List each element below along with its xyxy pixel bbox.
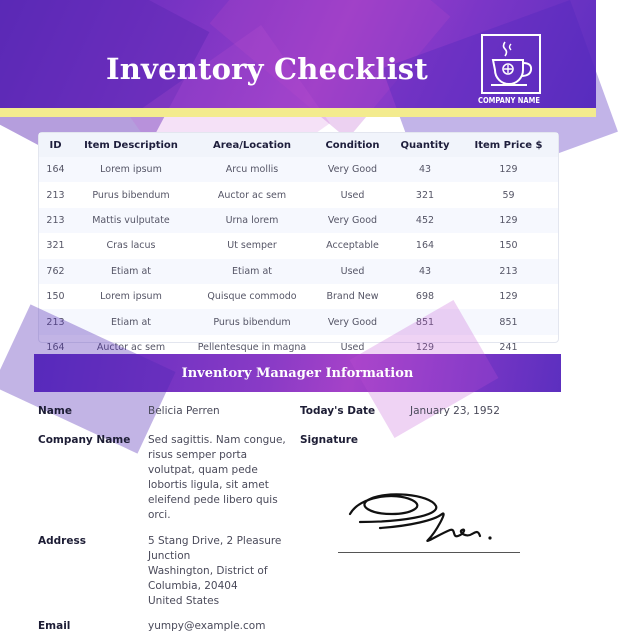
table-row [39, 182, 558, 207]
table-row [39, 233, 558, 258]
table-row [39, 284, 558, 309]
table-row [39, 157, 558, 182]
signature-line [338, 552, 520, 553]
cell-quantity: 43 [391, 259, 459, 284]
cell-area-location: Pellentesque in magna [197, 341, 307, 353]
signature-image [340, 484, 520, 554]
date-label: Today's Date [300, 405, 376, 417]
cell-condition: Used [340, 189, 365, 201]
page-title: Inventory Checklist [106, 52, 428, 86]
cell-area-location: Ut semper [227, 240, 277, 252]
cell-id: 762 [39, 259, 72, 284]
cell-id: 213 [39, 208, 72, 233]
company-label: Company Name [38, 434, 131, 446]
cell-item-description: Cras lacus [106, 240, 156, 252]
address-value [148, 534, 281, 609]
cell-condition: Used [340, 341, 365, 353]
cell-item-description: Mattis vulputate [72, 208, 190, 233]
address-line: Washington, District of [148, 565, 268, 577]
coffee-cup-icon [483, 36, 539, 92]
cell-item-price: 129 [459, 208, 558, 233]
company-line: Sed sagittis. Nam congue, [148, 434, 286, 446]
cell-id: 321 [46, 240, 65, 252]
col-header-item-price: Item Price $ [459, 133, 558, 157]
col-header-item-description: Item Description [72, 133, 190, 157]
cell-area-location: Auctor ac sem [217, 189, 287, 201]
cell-item-description: Purus bibendum [92, 189, 170, 201]
cell-quantity: 698 [415, 291, 435, 303]
cell-item-description: Etiam at [72, 309, 190, 334]
cell-area-location: Arcu mollis [190, 157, 314, 182]
company-line: orci. [148, 509, 171, 521]
email-value[interactable]: yumpy@example.com [148, 620, 266, 632]
col-header-quantity: Quantity [391, 133, 459, 157]
table-header-row [39, 133, 558, 157]
name-label: Name [38, 405, 72, 417]
cell-quantity: 452 [391, 208, 459, 233]
cell-item-description: Etiam at [72, 259, 190, 284]
address-label: Address [38, 535, 86, 547]
company-line: eleifend pede libero quis [148, 494, 278, 506]
date-value: January 23, 1952 [410, 405, 500, 417]
cell-item-price: 851 [459, 309, 558, 334]
cell-id: 213 [46, 189, 65, 201]
cell-quantity: 129 [415, 341, 435, 353]
cell-item-description: Auctor ac sem [96, 341, 166, 353]
table-row [39, 208, 558, 233]
cell-quantity: 164 [415, 240, 435, 252]
table-row [39, 259, 558, 284]
cell-condition: Very Good [314, 208, 391, 233]
col-header-id: ID [39, 133, 72, 157]
cell-item-price: 129 [459, 157, 558, 182]
cell-item-price: 213 [459, 259, 558, 284]
address-line: United States [148, 595, 220, 607]
cell-condition: Very Good [314, 157, 391, 182]
cell-condition: Very Good [314, 309, 391, 334]
company-value [148, 433, 286, 523]
signature-label: Signature [300, 434, 359, 446]
col-header-condition: Condition [314, 133, 391, 157]
company-line: lobortis ligula, sit amet [148, 479, 269, 491]
cell-area-location: Purus bibendum [190, 309, 314, 334]
address-line: 5 Stang Drive, 2 Pleasure [148, 535, 282, 547]
company-line: risus semper porta [148, 449, 248, 461]
company-line: volutpat, quam pede [148, 464, 258, 476]
cell-item-description: Lorem ipsum [72, 157, 190, 182]
name-value: Belicia Perren [148, 405, 220, 417]
company-logo [481, 34, 541, 94]
cell-area-location: Urna lorem [190, 208, 314, 233]
cell-area-location: Etiam at [190, 259, 314, 284]
cell-item-description: Lorem ipsum [100, 291, 162, 303]
cell-condition: Acceptable [326, 240, 379, 252]
address-line: Junction [148, 550, 191, 562]
cell-condition: Used [314, 259, 391, 284]
table-row [39, 309, 558, 334]
header-accent-stripe [0, 108, 596, 117]
cell-item-price: 241 [499, 341, 518, 353]
cell-id: 164 [39, 157, 72, 182]
section-banner [34, 354, 561, 392]
cell-area-location: Quisque commodo [207, 291, 297, 303]
inventory-table [38, 132, 559, 353]
cell-quantity: 321 [415, 189, 435, 201]
cell-quantity: 851 [391, 309, 459, 334]
logo-caption: COMPANY NAME [478, 96, 540, 105]
cell-item-price: 59 [502, 189, 515, 201]
section-title: Inventory Manager Information [181, 366, 414, 381]
cell-id: 213 [39, 309, 72, 334]
cell-condition: Brand New [326, 291, 379, 303]
col-header-area-location: Area/Location [190, 133, 314, 157]
cell-item-price: 129 [499, 291, 518, 303]
cell-id: 150 [46, 291, 65, 303]
cell-id: 164 [46, 341, 65, 353]
cell-quantity: 43 [391, 157, 459, 182]
address-line: Columbia, 20404 [148, 580, 238, 592]
cell-item-price: 150 [499, 240, 518, 252]
email-label: Email [38, 620, 71, 632]
